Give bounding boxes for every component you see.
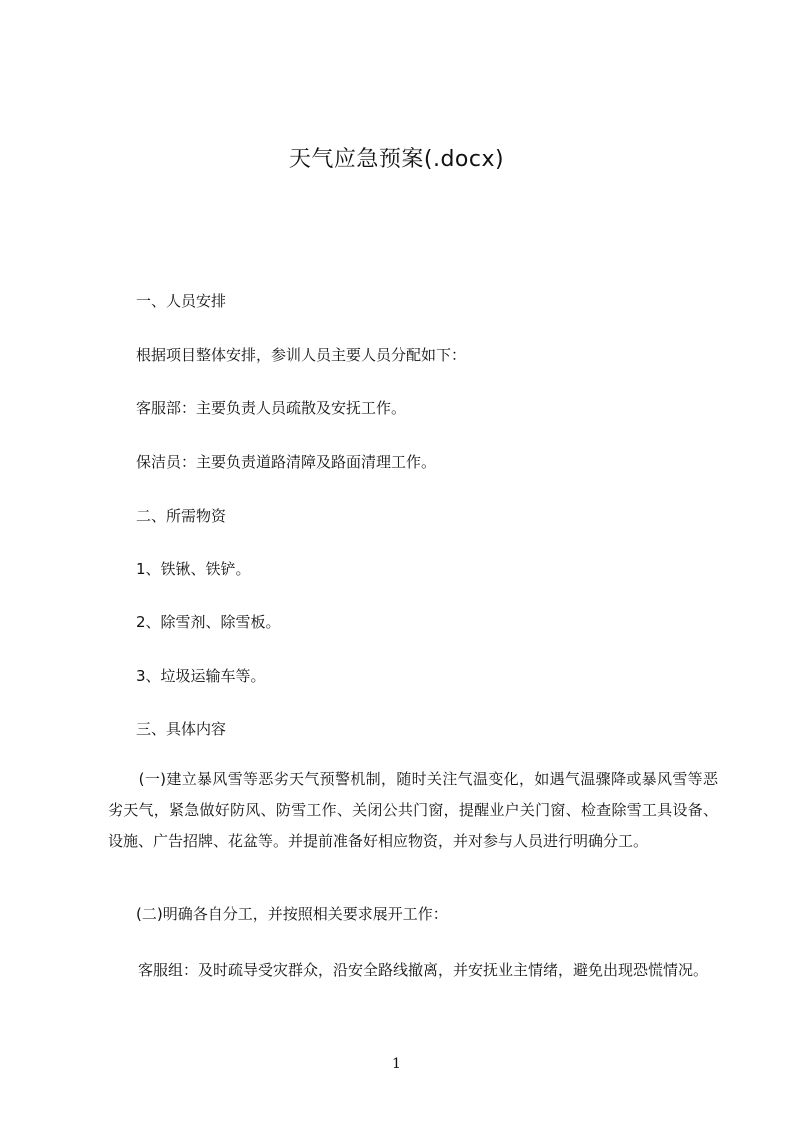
section-heading-content: 三、具体内容: [136, 720, 227, 738]
paragraph-cleaners: 保洁员：主要负责道路清障及路面清理工作。: [136, 453, 437, 471]
paragraph-customer-service: 客服部：主要负责人员疏散及安抚工作。: [136, 399, 407, 417]
paragraph-intro: 根据项目整体安排，参训人员主要人员分配如下：: [136, 346, 467, 364]
list-item: 3、垃圾运输车等。: [136, 667, 266, 685]
paragraph-customer-group: 客服组：及时疏导受灾群众，沿安全路线撤离，并安抚业主情绪，避免出现恐慌情况。: [108, 961, 709, 979]
section-heading-materials: 二、所需物资: [136, 507, 227, 525]
document-title: 天气应急预案(.docx): [288, 147, 505, 172]
section-heading-personnel: 一、人员安排: [136, 292, 227, 310]
list-item: 2、除雪剂、除雪板。: [136, 613, 281, 631]
list-item: 1、铁锹、铁铲。: [136, 560, 251, 578]
paragraph-warning-mechanism: (一)建立暴风雪等恶劣天气预警机制，随时关注气温变化，如遇气温骤降或暴风雪等恶劣天气，紧急做好防风、防雪工作、关闭公共门窗，提醒业户关门窗、检查除雪工具设备、设施、广告招牌、花盆等。并提前准备好相应物资，并对参与人员进行明确分工。: [108, 770, 718, 850]
paragraph-division-of-labor: (二)明确各自分工，并按照相关要求展开工作：: [136, 905, 448, 923]
page-number: 1: [392, 1056, 401, 1072]
